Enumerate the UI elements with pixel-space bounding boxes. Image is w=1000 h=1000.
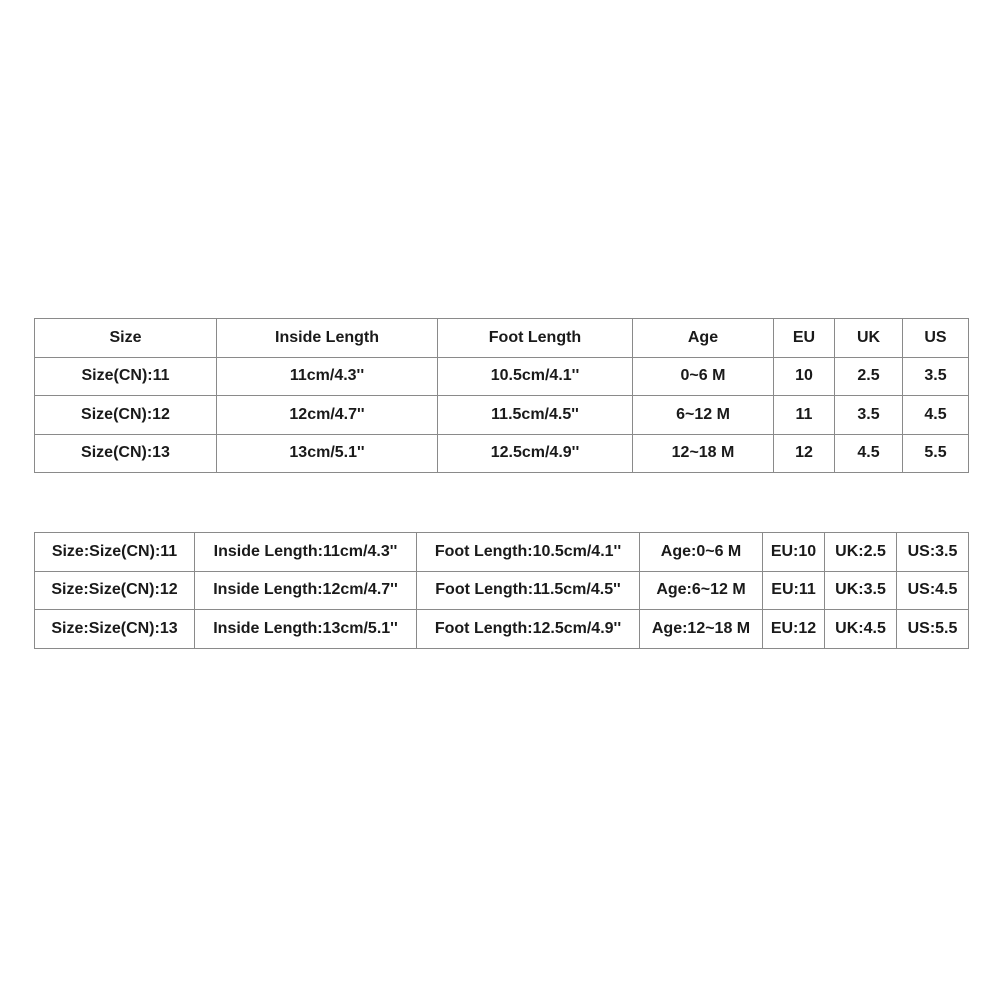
table-row xyxy=(35,357,969,396)
table-cell: US:4.5 xyxy=(897,571,969,610)
table-row xyxy=(35,610,969,649)
table-cell: Size(CN):13 xyxy=(35,434,217,473)
table-row xyxy=(35,434,969,473)
table-cell: Foot Length:12.5cm/4.9'' xyxy=(417,610,640,649)
table-cell: 12cm/4.7'' xyxy=(217,396,438,435)
table-cell: 10 xyxy=(774,357,835,396)
table-cell: 4.5 xyxy=(903,396,969,435)
table-cell: 11 xyxy=(774,396,835,435)
table-cell: 0~6 M xyxy=(633,357,774,396)
size-chart-labeled-table xyxy=(34,532,969,649)
table-cell: Size:Size(CN):13 xyxy=(35,610,195,649)
table-cell: 12 xyxy=(774,434,835,473)
table-cell: Inside Length:12cm/4.7'' xyxy=(195,571,417,610)
table-cell: EU:12 xyxy=(763,610,825,649)
table-cell: 6~12 M xyxy=(633,396,774,435)
table-cell: Inside Length:13cm/5.1'' xyxy=(195,610,417,649)
table-cell: Size(CN):12 xyxy=(35,396,217,435)
table-cell: US:3.5 xyxy=(897,533,969,572)
table-cell: 11.5cm/4.5'' xyxy=(438,396,633,435)
table-cell: UK:4.5 xyxy=(825,610,897,649)
header-foot-length: Foot Length xyxy=(438,319,633,358)
table-cell: 4.5 xyxy=(835,434,903,473)
header-uk: UK xyxy=(835,319,903,358)
table-cell: EU:11 xyxy=(763,571,825,610)
table-row xyxy=(35,533,969,572)
table-row xyxy=(35,396,969,435)
table-cell: Age:0~6 M xyxy=(640,533,763,572)
table-cell: Age:12~18 M xyxy=(640,610,763,649)
table-cell: 5.5 xyxy=(903,434,969,473)
table-cell: 11cm/4.3'' xyxy=(217,357,438,396)
header-age: Age xyxy=(633,319,774,358)
table-cell: UK:2.5 xyxy=(825,533,897,572)
table-cell: Size:Size(CN):12 xyxy=(35,571,195,610)
table-cell: 13cm/5.1'' xyxy=(217,434,438,473)
table-cell: Age:6~12 M xyxy=(640,571,763,610)
table-cell: 12~18 M xyxy=(633,434,774,473)
table-cell: 3.5 xyxy=(835,396,903,435)
header-size: Size xyxy=(35,319,217,358)
table-cell: Size(CN):11 xyxy=(35,357,217,396)
table-cell: 2.5 xyxy=(835,357,903,396)
table-row xyxy=(35,571,969,610)
table-cell: UK:3.5 xyxy=(825,571,897,610)
table-header-row xyxy=(35,319,969,358)
header-us: US xyxy=(903,319,969,358)
table-cell: Size:Size(CN):11 xyxy=(35,533,195,572)
table-cell: 12.5cm/4.9'' xyxy=(438,434,633,473)
table-cell: Foot Length:11.5cm/4.5'' xyxy=(417,571,640,610)
header-eu: EU xyxy=(774,319,835,358)
table-cell: 10.5cm/4.1'' xyxy=(438,357,633,396)
header-inside-length: Inside Length xyxy=(217,319,438,358)
table-cell: Foot Length:10.5cm/4.1'' xyxy=(417,533,640,572)
table-cell: US:5.5 xyxy=(897,610,969,649)
size-chart-table xyxy=(34,318,969,473)
table-cell: EU:10 xyxy=(763,533,825,572)
table-cell: 3.5 xyxy=(903,357,969,396)
table-cell: Inside Length:11cm/4.3'' xyxy=(195,533,417,572)
